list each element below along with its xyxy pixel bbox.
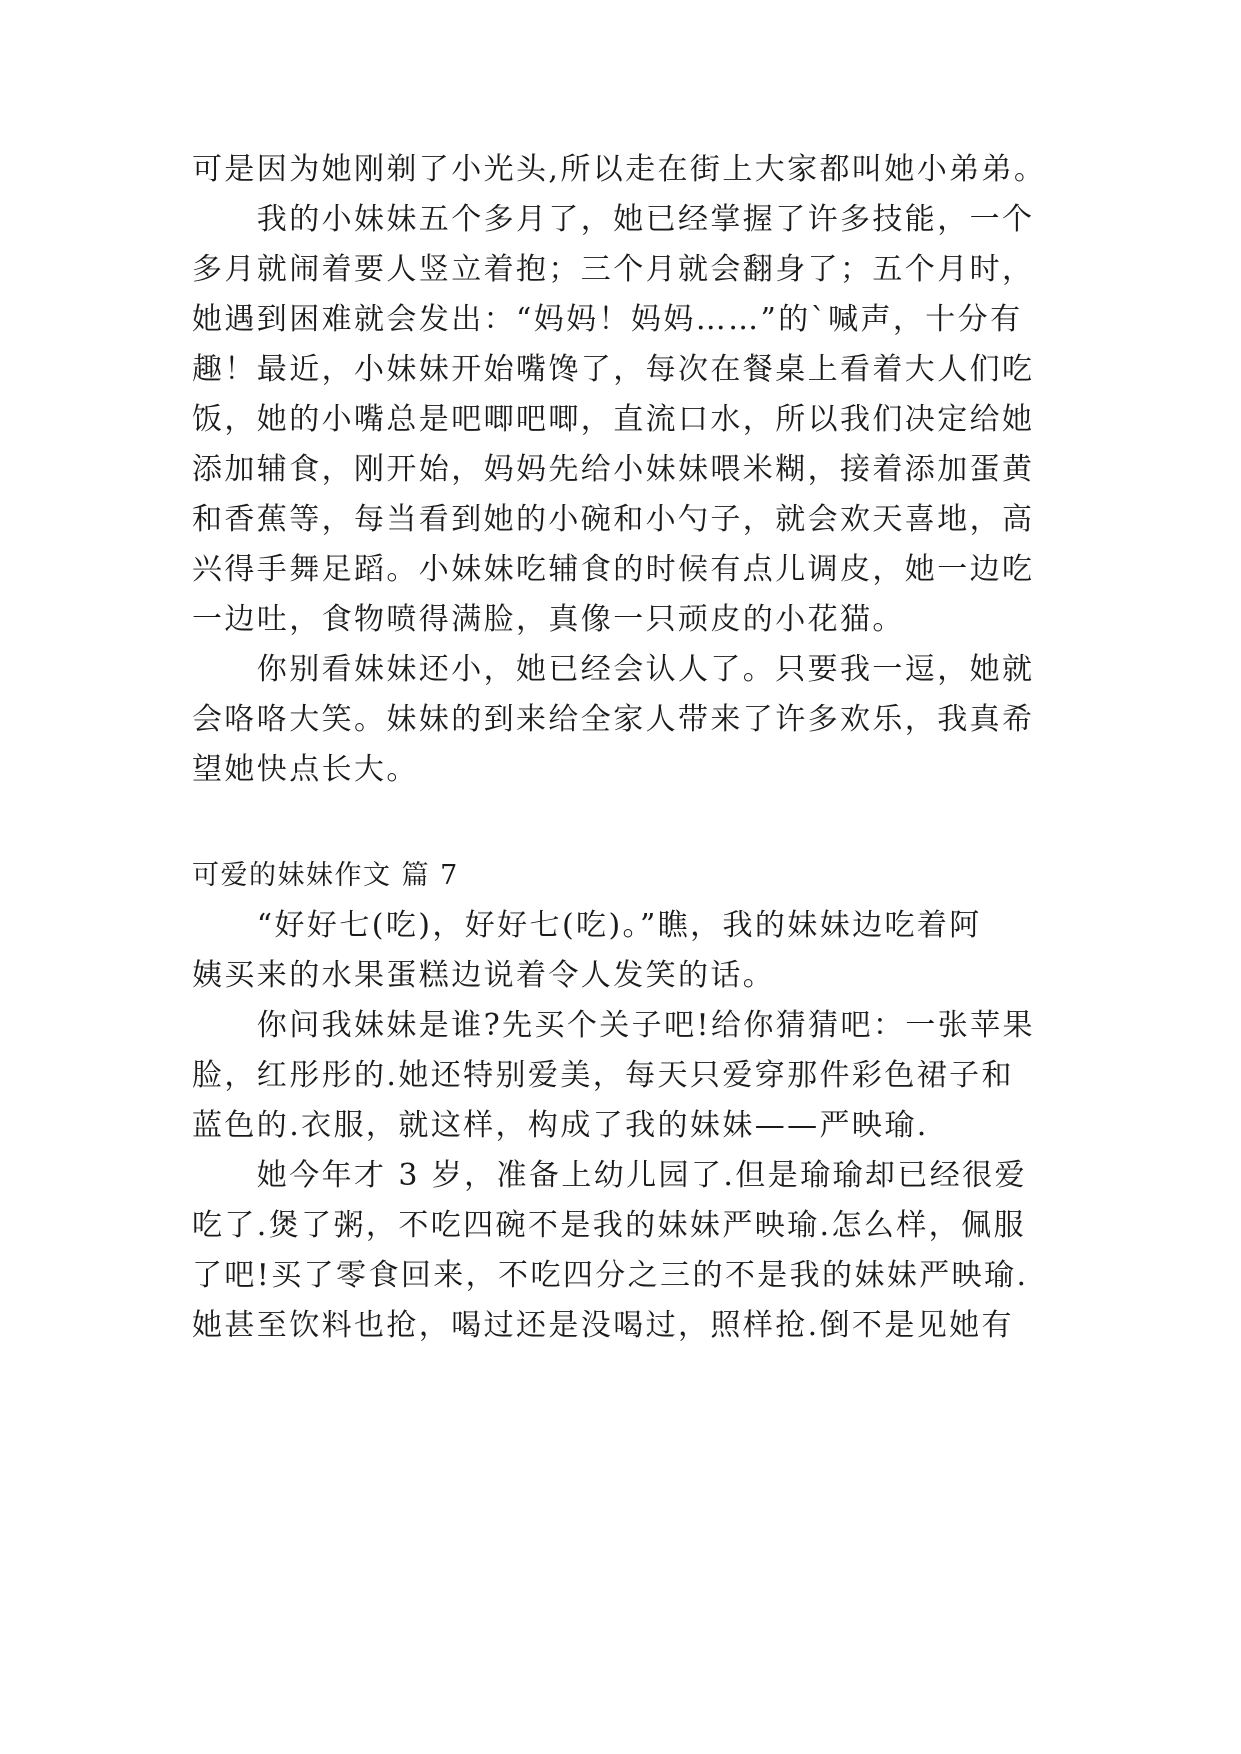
paragraph-line: 她今年才 3 岁，准备上幼儿园了.但是瑜瑜却已经很爱: [192, 1158, 1027, 1193]
paragraph-line: 了吧!买了零食回来，不吃四分之三的不是我的妹妹严映瑜.: [192, 1258, 1029, 1293]
paragraph-line: 她遇到困难就会发出：“妈妈！妈妈……”的`喊声，十分有: [192, 302, 1023, 337]
paragraph-line: 和香蕉等，每当看到她的小碗和小勺子，就会欢天喜地，高: [192, 502, 1035, 537]
paragraph-line: 添加辅食，刚开始，妈妈先给小妹妹喂米糊，接着添加蛋黄: [192, 452, 1035, 487]
paragraph-line: 我的小妹妹五个多月了，她已经掌握了许多技能，一个: [192, 202, 1035, 237]
paragraph-line: 一边吐，食物喷得满脸，真像一只顽皮的小花猫。: [192, 602, 905, 637]
paragraph-line: 趣！最近，小妹妹开始嘴馋了，每次在餐桌上看着大人们吃: [192, 352, 1035, 387]
paragraph-line: 会咯咯大笑。妹妹的到来给全家人带来了许多欢乐，我真希: [192, 702, 1035, 737]
paragraph-line: 蓝色的.衣服，就这样，构成了我的妹妹——严映瑜.: [192, 1108, 929, 1143]
paragraph-line: 多月就闹着要人竖立着抱；三个月就会翻身了；五个月时，: [192, 252, 1035, 287]
paragraph-line: 你别看妹妹还小，她已经会认人了。只要我一逗，她就: [192, 652, 1035, 687]
paragraph-line: 你问我妹妹是谁?先买个关子吧!给你猜猜吧：一张苹果: [192, 1008, 1035, 1043]
paragraph-line: 她甚至饮料也抢，喝过还是没喝过，照样抢.倒不是见她有: [192, 1308, 1014, 1343]
paragraph-line: “好好七(吃)，好好七(吃)。”瞧，我的妹妹边吃着阿: [192, 908, 982, 943]
paragraph-line: 兴得手舞足蹈。小妹妹吃辅食的时候有点儿调皮，她一边吃: [192, 552, 1035, 587]
paragraph-line: 望她快点长大。: [192, 752, 419, 787]
paragraph-line: 姨买来的水果蛋糕边说着令人发笑的话。: [192, 958, 776, 993]
paragraph-line: 吃了.煲了粥，不吃四碗不是我的妹妹严映瑜.怎么样，佩服: [192, 1208, 1026, 1243]
paragraph-line: 脸，红彤彤的.她还特别爱美，每天只爱穿那件彩色裙子和: [192, 1058, 1014, 1093]
paragraph-line: 可是因为她刚剃了小光头,所以走在街上大家都叫她小弟弟。: [192, 152, 1047, 187]
section-heading: 可爱的妹妹作文 篇 7: [192, 860, 459, 891]
paragraph-line: 饭，她的小嘴总是吧唧吧唧，直流口水，所以我们决定给她: [192, 402, 1035, 437]
